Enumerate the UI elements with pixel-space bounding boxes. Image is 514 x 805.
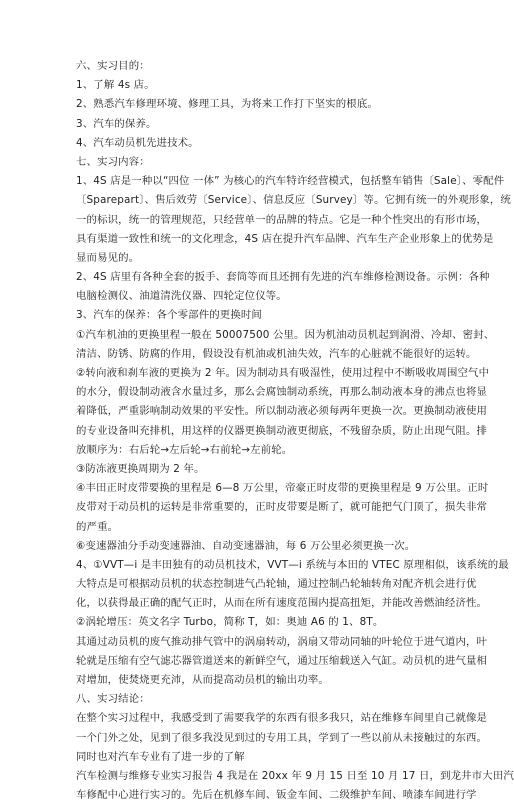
text-line: 着降低，严重影响制动效果的平安性。所以制动液必须每两年更换一次。更换制动液使用: [76, 405, 488, 418]
text-line: ④丰田正时皮带要换的里程是 6—8 万公里，帝豪正时皮带的更换里程是 9 万公里。正时: [76, 482, 489, 495]
text-line: 其通过动员机的废气推动排气管中的涡扇转动，涡扇又带动同轴的叶轮位于进气道内，叶: [76, 635, 488, 648]
text-line: 皮带对于动员机的运转是非常重要的，正时皮带要是断了，就可能把气门顶了，损失非常: [76, 501, 488, 514]
text-line: 显而易见的。: [76, 251, 140, 264]
list-item: 3、汽车的保养。: [76, 117, 157, 130]
section-heading-content: 七、实习内容：: [76, 155, 150, 168]
list-item: 2、熟悉汽车修理环境、修理工具，为将来工作打下坚实的根底。: [76, 98, 378, 111]
text-line: 放顺序为：右后轮→左后轮→右前轮→左前轮。: [76, 443, 293, 456]
text-line: ②转向液和刹车液的更换为 2 年。因为制动具有吸湿性，使用过程中不断吸收周围空气中: [76, 367, 490, 379]
text-line: ②涡轮增压：英文名字 Turbo，简称 T，如：奥迪 A6 的 1、8T。: [76, 616, 384, 629]
text-line: 同时也对汽车专业有了进一步的了解: [76, 750, 245, 763]
text-line: 4、①VVT—i 是丰田独有的动员机技术，VVT—i 系统与本田的 VTEC 原理相似，该系统的最: [76, 558, 509, 571]
text-line: ①汽车机油的更换里程一般在 50007500 公里。因为机油动员机起到润滑、冷却、密封、: [76, 328, 495, 341]
list-item: 1、了解 4s 店。: [76, 79, 155, 92]
section-heading-conclusion: 八、实习结论：: [76, 693, 150, 706]
text-line: 车修配中心进行实习的。先后在机修车间、钣金车间、二级维护车间、喷漆车间进行学: [76, 789, 477, 802]
text-line: ③防冻液更换周期为 2 年。: [76, 462, 205, 475]
text-line: 一的标识，统一的管理规范，只经营单一的品牌的特点。它是一种个性突出的有形市场，: [76, 213, 488, 226]
text-line: 电脑检测仪、油道清洗仪器、四轮定位仪等。: [76, 290, 287, 303]
text-line: 的严重。: [76, 520, 119, 533]
text-line: 清洁、防锈、防腐的作用，假设没有机油或机油失效，汽车的心脏就不能很好的运转。: [76, 347, 477, 360]
text-line: 化，以获得最正确的配气正时，从而在所有速度范围内提高扭矩，并能改善燃油经济性。: [76, 597, 488, 610]
text-line: 3、汽车的保养：各个零部件的更换时间: [76, 309, 262, 322]
section-heading-purpose: 六、实习目的：: [76, 60, 150, 72]
text-line: 2、4S 店里有各种全套的扳手、套筒等而且还拥有先进的汽车维修检测设备。示例：各种: [76, 271, 490, 284]
text-line: 的水分，假设制动液含水量过多，那么会腐蚀制动系统，再那么制动液本身的沸点也将显: [76, 386, 488, 399]
text-line: 在整个实习过程中，我感受到了需要我学的东西有很多我只，站在维修车间里自己就像是: [76, 712, 488, 725]
text-line: 轮就是压缩有空气滤芯器管道送来的新鲜空气，通过压缩载送入气缸。动员机的进气量相: [76, 654, 488, 667]
text-line: 对增加，使焚烧更充沛，从而提高动员机的输出功率。: [76, 674, 329, 686]
text-line: ⑥变速器油分手动变速器油、自动变速器油，每 6 万公里必须更换一次。: [76, 539, 416, 552]
text-line: 具有渠道一致性和统一的文化理念，4S 店在提升汽车品牌、汽车生产企业形象上的优势是: [76, 232, 494, 245]
text-line: 一个门外之处，见到了很多我没见到过的专用工具，学到了一些以前从未接触过的东西。: [76, 731, 488, 744]
text-line: 的专业设备叫充排机，用这样的仪器更换制动液更彻底，不残留杂质，防止出现气阻。排: [76, 424, 488, 437]
list-item: 4、汽车动员机先进技术。: [76, 136, 199, 149]
text-line: 1、4S 店是一种以“四位 一体” 为核心的汽车特许经营模式，包括整车销售〔Sale〕、零配件: [76, 175, 505, 188]
text-line: 汽车检测与维修专业实习报告 4 我是在 20xx 年 9 月 15 日至 10 月 17 日，到龙井市大田汽: [76, 769, 514, 782]
text-line: 〔Sparepart〕、售后效劳〔Service〕、信息反应〔Survey〕等。它拥有统一的外观形象，统: [76, 194, 511, 207]
text-line: 大特点是可根据动员机的状态控制进气凸轮轴，通过控制凸轮轴转角对配齐机会进行优: [76, 578, 477, 591]
